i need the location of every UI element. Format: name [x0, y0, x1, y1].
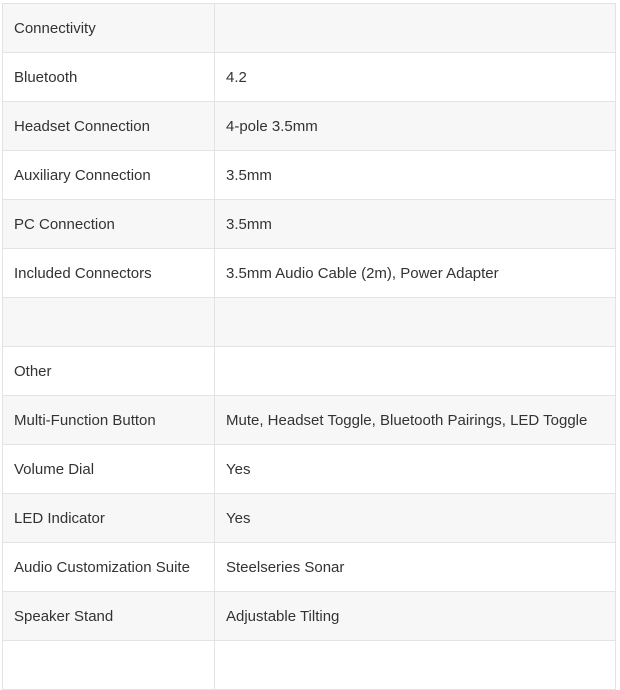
section-title: Other — [3, 347, 215, 396]
spacer-row — [3, 298, 616, 347]
spec-label: LED Indicator — [3, 494, 215, 543]
spec-value: Yes — [215, 445, 616, 494]
table-row — [3, 592, 616, 641]
section-header-row — [3, 4, 616, 53]
spec-value: 3.5mm Audio Cable (2m), Power Adapter — [215, 249, 616, 298]
spec-value: 4-pole 3.5mm — [215, 102, 616, 151]
table-row — [3, 200, 616, 249]
table-row — [3, 151, 616, 200]
spec-label: PC Connection — [3, 200, 215, 249]
spec-label: Speaker Stand — [3, 592, 215, 641]
table-row — [3, 641, 616, 690]
section-header-row — [3, 347, 616, 396]
spec-value: Adjustable Tilting — [215, 592, 616, 641]
section-title: Connectivity — [3, 4, 215, 53]
spec-label — [3, 641, 215, 690]
table-row — [3, 102, 616, 151]
spec-label — [3, 298, 215, 347]
table-row — [3, 53, 616, 102]
spec-value — [215, 4, 616, 53]
spec-value: Steelseries Sonar — [215, 543, 616, 592]
table-row — [3, 494, 616, 543]
spec-value — [215, 298, 616, 347]
spec-label: Auxiliary Connection — [3, 151, 215, 200]
spec-label: Bluetooth — [3, 53, 215, 102]
spec-value: 3.5mm — [215, 200, 616, 249]
spec-value — [215, 641, 616, 690]
spec-label: Volume Dial — [3, 445, 215, 494]
table-row — [3, 396, 616, 445]
spec-value — [215, 347, 616, 396]
specs-table — [2, 3, 616, 690]
table-row — [3, 445, 616, 494]
spec-label: Audio Customization Suite — [3, 543, 215, 592]
spec-label: Multi-Function Button — [3, 396, 215, 445]
spec-value: Mute, Headset Toggle, Bluetooth Pairings, LED Toggle — [215, 396, 616, 445]
spec-label: Headset Connection — [3, 102, 215, 151]
spec-label: Included Connectors — [3, 249, 215, 298]
table-row — [3, 249, 616, 298]
spec-value: Yes — [215, 494, 616, 543]
spec-value: 3.5mm — [215, 151, 616, 200]
table-row — [3, 543, 616, 592]
spec-value: 4.2 — [215, 53, 616, 102]
